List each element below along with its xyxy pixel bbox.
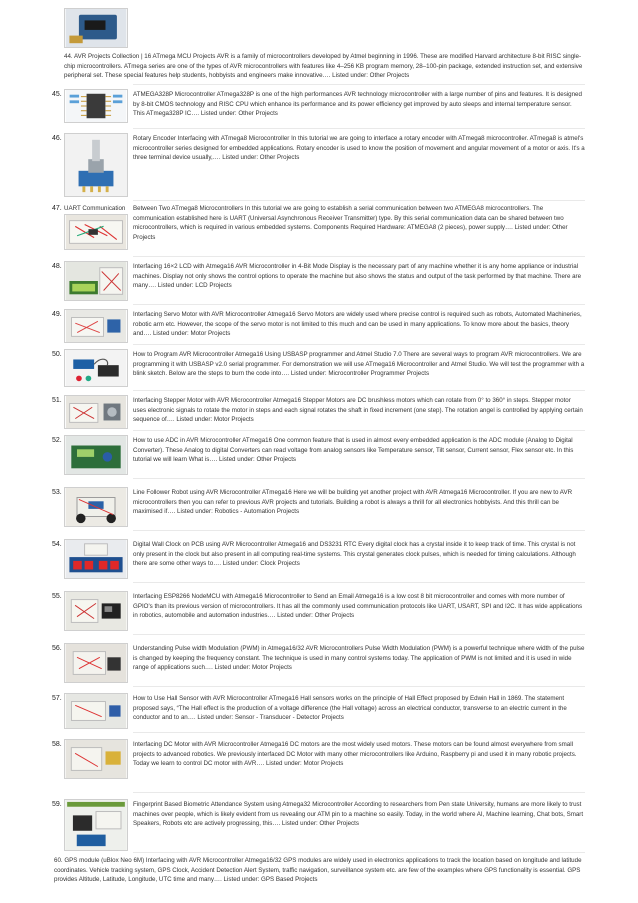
list-item-text[interactable]: Understanding Pulse width Modulation (PWM) in Atmega16/32 AVR Microcontrollers Pulse Width Modulation (PWM) is a powerful technique where width of the pulse is changed by keeping the frequency constant. The technique is used in many control systems today. The application of PWM is not limited and it is used in wide range of applications such…. Listed under: Motor Projects <box>133 645 585 672</box>
clock-pcb-icon <box>65 540 127 578</box>
divider <box>133 344 585 345</box>
thumbnail[interactable] <box>64 591 128 631</box>
divider <box>133 430 585 431</box>
list-item-number: 59. <box>52 801 62 808</box>
thumbnail[interactable] <box>64 435 128 475</box>
list-item-number: 60. <box>54 857 63 864</box>
thumbnail[interactable] <box>64 693 128 729</box>
list-item-text[interactable]: Interfacing DC Motor with AVR Microcontroller Atmega16 DC motors are the most widely used motors. These motors can be found almost everywhere from small projects to advanced robotics. We previously interfaced DC Motor with many other microcontrollers like Arduino, Raspberry pi and used it in many robotic projects. Today we learn to control DC motor with AVR…. Listed under: Motor Projects <box>133 741 577 768</box>
thumbnail[interactable] <box>64 799 128 851</box>
list-item-number: 58. <box>52 741 62 748</box>
thumbnail[interactable] <box>64 539 128 579</box>
hall-board-icon <box>65 694 127 728</box>
divider <box>133 128 585 129</box>
lcd-board-icon <box>65 262 127 300</box>
divider <box>133 478 585 479</box>
list-item-text[interactable]: AVR Projects Collection | 16 ATmega MCU Projects AVR is a family of microcontrollers developed by Atmel beginning in 1996. These are modified Harvard architecture 8-bit RISC single-chip microcontrollers. ATmega series are one of the types of AVR microcontrollers with features like 4–256 KB program memory, 28–100-pin package, extended instruction set, and extensive peripheral set. These special features help students, hobbyists and engineers make innovative…. Listed under: Other Projects <box>64 53 583 80</box>
list-item-number: 47. <box>52 205 62 212</box>
list-item-number: 52. <box>52 437 62 444</box>
divider <box>133 256 585 257</box>
divider <box>133 634 585 635</box>
list-item-text[interactable]: Rotary Encoder Interfacing with ATmega8 Microcontroller In this tutorial we are going to interface a rotary encoder with ATmega8 microcontroller. ATmega8 is atmel's microcontroller series designed for embedded applications. Rotary encoder is used to know the position of movement and angular movement of a motor or axis. It's a three terminal device usually,…. Listed under: Other Projects <box>133 135 585 162</box>
list-item-text[interactable]: Interfacing ESP8266 NodeMCU with Atmega16 Microcontroller to Send an Email Atmega16 is a low cost 8 bit microcontroller and comes with more number of GPIO's than its previous version of microcontrollers. It has all the commonly used communication protocols like UART, USART, SPI and I2C. It has wide applications in robotics, automobile and automation industries…. Listed under: Other Projects <box>133 593 583 620</box>
list-item-text[interactable]: ATMEGA328P Microcontroller ATmega328P is one of the high performances AVR technology microcontroller with a large number of pins and features. It is designed by 8-bit CMOS technology and RISC CPU which enhance its performance and its power efficiency get improved by auto sleeps and internal temperature sensor. This ATmega328P IC…. Listed under: Other Projects <box>133 91 582 118</box>
thumbnail[interactable] <box>64 89 128 123</box>
rotary-encoder-icon <box>65 134 127 196</box>
esp-board-icon <box>65 592 127 630</box>
list-item <box>54 856 586 885</box>
chip-pinout-icon <box>65 90 127 122</box>
list-item-number: 48. <box>52 263 62 270</box>
thumbnail[interactable] <box>64 309 128 343</box>
list-item-text[interactable]: How to Program AVR Microcontroller Atmega16 Using USBASP programmer and Atmel Studio 7.0 There are several ways to program AVR microcontrollers. We are programming it with USBASP v2.0 serial programmer. For demonstration we will use ATmega16 Microcontroller and Atmel Studio. We will test the programmer with a blink sketch. Below are the steps to burn the code into…. Listed under: Microcontroller Programmer Projects <box>133 351 585 378</box>
board-icon <box>65 9 127 47</box>
divider <box>133 582 585 583</box>
list-item-number: 55. <box>52 593 62 600</box>
list-item-number: 56. <box>52 645 62 652</box>
divider <box>133 530 585 531</box>
thumbnail[interactable] <box>64 487 128 527</box>
list-item-number: 45. <box>52 91 62 98</box>
list-item-text[interactable]: Interfacing 16×2 LCD with Atmega16 AVR Microcontroller in 4-Bit Mode Display is the necessary part of any machine whether it is any home appliance or industrial machines. Display not only shows the control options to operate the machine but also shows the status and output of the task performed by that machine. There are many…. Listed under: LCD Projects <box>133 263 582 290</box>
list-item-text[interactable]: Interfacing Stepper Motor with AVR Microcontroller Atmega16 Stepper Motors are DC brushless motors which can rotate from 0° to 360° in steps. Stepper motor uses electronic signals to rotate the motor in steps and each signal rotates the shaft in fixed increment (one step). The rotation angel is controlled by applying certain sequence of…. Listed under: Motor Projects <box>133 397 583 424</box>
list-item-text[interactable]: How to Use Hall Sensor with AVR Microcontroller ATmega16 Hall sensors works on the principle of Hall Effect proposed by Edwin Hall in 1869. The statement proposed says, “The Hall effect is the production of a voltage difference (the Hall voltage) across an electrical conductor, transverse to an electric current in the conductor and to an…. Listed under: Sensor - Transducer - Detector Projects <box>133 695 567 722</box>
thumbnail[interactable] <box>64 214 128 250</box>
adc-board-icon <box>65 436 127 474</box>
list-item-text[interactable]: Between Two ATmega8 Microcontrollers In this tutorial we are going to establish a serial communication between two ATMEGA8 microcontrollers. The communication established here is UART (Universal Asynchronous Receiver Transmitter) type. By this serial communication data can be shared between two microcontrollers, which is required in various embedded systems. Components Required Hardware: ATMEGA8 (2 pieces), power supply…. Listed under: Other Projects <box>133 205 568 241</box>
list-item-text[interactable]: Interfacing Servo Motor with AVR Microcontroller Atmega16 Servo Motors are widely used where precise control is required such as robots, Automated Machineries, robotic arm etc. However, the scope of the servo motor is not limited to this much and can be used in many applications. To know more about the basics, theory and…. Listed under: Motor Projects <box>133 311 582 338</box>
list-item-text[interactable]: GPS module (uBlox Neo 6M) Interfacing with AVR Microcontroller Atmega16/32 GPS modules are widely used in electronics applications to track the location based on longitude and latitude coordinates. Vehicle tracking system, GPS Clock, Accident Detection Alert System, traffic navigation, surveillance system etc. are few of the examples where GPS functionality is essential. GPS provides Altitude, Latitude, Longitude, UTC time and many…. Listed under: GPS Based Projects <box>54 857 582 884</box>
stepper-board-icon <box>65 396 127 428</box>
thumbnail[interactable] <box>64 643 128 683</box>
divider <box>133 200 585 201</box>
divider <box>133 84 585 85</box>
divider <box>133 792 585 793</box>
list-item-number: 44. <box>64 53 73 60</box>
pwm-board-icon <box>65 644 127 682</box>
list-item-number: 53. <box>52 489 62 496</box>
list-item <box>64 52 586 81</box>
list-item-number: 49. <box>52 311 62 318</box>
programmer-icon <box>65 350 127 386</box>
list-item-text[interactable]: Digital Wall Clock on PCB using AVR Microcontroller Atmega16 and DS3231 RTC Every digital clock has a crystal inside it to keep track of time. This crystal is not only present in the clock but also present in all computing real-time systems. This crystal generates clock pulses, which is needed for timing calculations. Although there are some other ways to…. Listed under: Clock Projects <box>133 541 576 568</box>
dc-motor-icon <box>65 740 127 778</box>
breadboard-icon <box>65 215 127 249</box>
list-item-number: 54. <box>52 541 62 548</box>
thumbnail[interactable] <box>64 739 128 779</box>
list-item-text[interactable]: Fingerprint Based Biometric Attendance System using Atmega32 Microcontroller According to researchers from Pen state University, humans are more likely to trust machines over people, which is likely evident from us revealing our ATM pin to a machine so easily. Today, in the world where AI, Machine learning, Chat bots, Smart Speakers, Robots etc are actively progressing, this…. Listed under: Other Projects <box>133 801 584 828</box>
list-item-text[interactable]: Line Follower Robot using AVR Microcontroller ATmega16 Here we will be building yet another project with AVR Atmega16 Microcontroller. If you are new to AVR microcontrollers then you can refer to previous AVR projects and tutorials. Building a robot is always a thrill for all electronics hobbyists. And this thrill can be maximised if…. Listed under: Robotics - Automation Projects <box>133 489 573 516</box>
robot-icon <box>65 488 127 526</box>
divider <box>133 852 585 853</box>
divider <box>133 390 585 391</box>
thumbnail[interactable] <box>64 349 128 387</box>
thumbnail[interactable] <box>64 395 128 429</box>
list-item-text[interactable]: How to use ADC in AVR Microcontroller ATmega16 One common feature that is used in almost every embedded application is the ADC module (Analog to Digital Converter). These Analog to digital Converters can read voltage from analog sensors like Temperature sensor, Tilt sensor, Current sensor, Flex sensor etc. In this tutorial we will learn What is…. Listed under: Other Projects <box>133 437 574 464</box>
list-item-number: 51. <box>52 397 62 404</box>
thumbnail[interactable] <box>64 261 128 301</box>
thumbnail[interactable] <box>64 133 128 197</box>
divider <box>133 304 585 305</box>
list-item-number: 46. <box>52 135 62 142</box>
list-item-number: 50. <box>52 351 62 358</box>
divider <box>133 732 585 733</box>
divider <box>133 686 585 687</box>
list-item-number: 57. <box>52 695 62 702</box>
thumbnail-board[interactable] <box>64 8 128 48</box>
servo-board-icon <box>65 310 127 342</box>
fingerprint-icon <box>65 800 127 850</box>
list-item-title-lead: UART Communication <box>64 205 126 212</box>
